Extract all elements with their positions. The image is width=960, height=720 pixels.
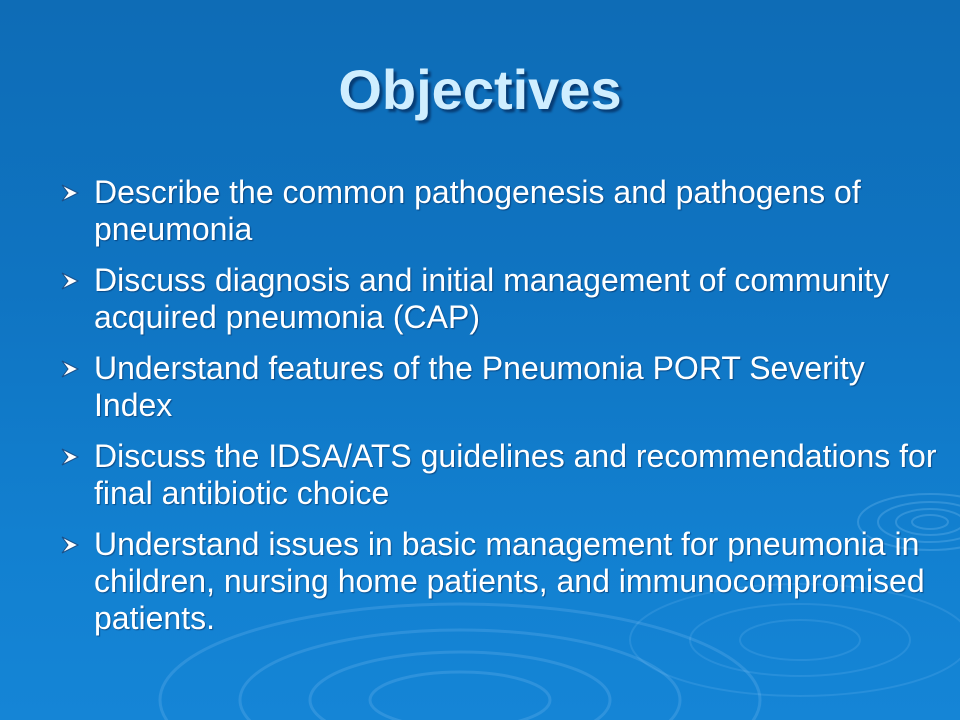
- arrow-right-icon: [60, 448, 80, 466]
- arrow-right-icon: [60, 272, 80, 290]
- bullet-text: Understand features of the Pneumonia PORT Severity Index: [94, 350, 865, 423]
- bullet-text: Describe the common pathogenesis and pathogens of pneumonia: [94, 174, 861, 247]
- bullet-item: [60, 350, 940, 424]
- bullet-item: [60, 438, 940, 512]
- bullet-text: Discuss the IDSA/ATS guidelines and recommendations for final antibiotic choice: [94, 438, 937, 511]
- objectives-list: [60, 174, 940, 651]
- arrow-right-icon: [60, 184, 80, 202]
- arrow-right-icon: [60, 536, 80, 554]
- bullet-item: [60, 262, 940, 336]
- bullet-item: [60, 526, 940, 637]
- slide-title: Objectives: [338, 58, 622, 121]
- bullet-item: [60, 174, 940, 248]
- bullet-text: Understand issues in basic management for pneumonia in children, nursing home patients, and immunocompromised patients.: [94, 526, 925, 636]
- bullet-text: Discuss diagnosis and initial management of community acquired pneumonia (CAP): [94, 262, 890, 335]
- arrow-right-icon: [60, 360, 80, 378]
